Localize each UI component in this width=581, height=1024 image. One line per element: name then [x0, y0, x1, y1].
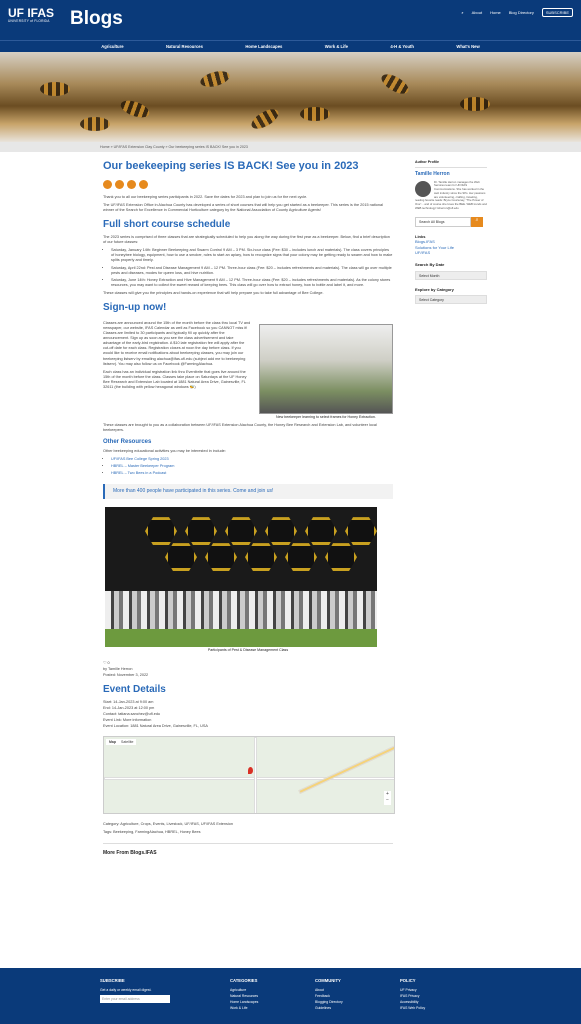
resource-link[interactable]: • HBREL – Two Bees in a Podcast: [111, 471, 393, 476]
schedule-text: The 2023 series is comprised of three classes that are strategically scheduled to help you along the way during the first year as a beekeeper. Below, find a brief description of our future classes:: [103, 234, 390, 245]
hero-bee-image: [0, 52, 581, 142]
class-item: • Saturday, April 22nd: Pest and Disease Management 9 AM – 12 PM. Three-hour class (Fee: $20 – includes refreshments and materials). The class will go over multiple pests and diseases, modes for queen loss, and hive nutrition.: [111, 266, 393, 276]
uf-ifas-logo[interactable]: UF IFAS UNIVERSITY of FLORIDA: [8, 6, 55, 23]
explore-category-label: Explore by Category: [415, 286, 454, 292]
links-title: Links: [415, 233, 426, 239]
nav-agriculture[interactable]: Agriculture: [101, 43, 124, 49]
footer-link[interactable]: UF Privacy: [400, 987, 417, 992]
footer-link[interactable]: Natural Resources: [230, 993, 259, 998]
resources-heading: Other Resources: [103, 438, 152, 445]
author-bio: Dr. Tamille Herron manages the Web Services team for UF/IFAS Communications. She has worked in the web industry since the 90's. Her passions are volunteering, crafting, traveling, reading favorite reads: Bryce Courtenay, "The Power of One"... and of course she loves the BEE. WEB trends and WEB technology! tsherron@ufl.edu: [415, 179, 487, 210]
nav-whats-new[interactable]: What's New: [456, 43, 480, 49]
pull-quote: More than 400 people have participated in this series. Come and join us!: [103, 484, 393, 499]
sidebar-link[interactable]: Blogs.IFAS: [415, 239, 435, 245]
sidebar: [415, 160, 487, 304]
footer-link[interactable]: Guidelines: [315, 1006, 332, 1011]
search-input[interactable]: Search All Blogs: [415, 217, 471, 227]
resource-link[interactable]: • HBREL – Master Beekeeper Program: [111, 464, 393, 469]
sidebar-link[interactable]: Solutions for Your Life: [415, 244, 454, 250]
main-nav: [0, 40, 581, 52]
schedule-heading: Full short course schedule: [103, 219, 231, 231]
signup-heading: Sign-up now!: [103, 302, 167, 314]
share-buttons: [103, 180, 393, 189]
page-title: Our beekeeping series IS BACK! See you in 2023: [103, 160, 359, 172]
class-list: [111, 248, 393, 288]
author-profile-title: Author Profile: [415, 160, 487, 168]
footer-link[interactable]: Blogging Directory: [315, 999, 343, 1004]
event-link[interactable]: Event Link: More information: [103, 718, 152, 723]
beekeeper-photo: [259, 324, 393, 414]
nav-work-life[interactable]: Work & Life: [324, 43, 348, 49]
search-by-date-label: Search By Date: [415, 262, 445, 268]
breadcrumb[interactable]: Home » UF/IFAS Extension Clay County » Our beekeeping series IS BACK! See you in 2023: [0, 142, 581, 152]
author-name[interactable]: Tamille Herron: [415, 170, 450, 177]
registration-text: Each class has an individual registration link thru Eventbrite that goes live around the 15th of the month before the class. Classes take place on Saturdays at the UF Honey Bee Research and Extension Lab located at 1881 Natural Area Drive, Gainesville, FL 32611 (the building with yellow hexagonal windows 🐝): [103, 369, 247, 390]
event-start: Start: 14-Jan-2023 at 9:00 am: [103, 699, 154, 704]
resource-link[interactable]: • UF/IFAS Bee College Spring 2023: [111, 457, 393, 462]
more-from-heading: More From Blogs.IFAS: [103, 843, 393, 857]
author-byline[interactable]: by Tamille Herron: [103, 667, 133, 672]
site-title[interactable]: Blogs: [70, 8, 123, 29]
collab-text: These classes are brought to you as a collaboration between UF/IFAS Extension Alachua County, the Honey Bee Research and Extension Lab, and volunteer local beekeepers.: [103, 422, 377, 432]
search-icon[interactable]: ⌕: [461, 10, 464, 15]
nav-4h-youth[interactable]: 4-H & Youth: [390, 43, 414, 49]
footer-link[interactable]: Home Landscapes: [230, 999, 259, 1004]
event-end: End: 14-Jan-2023 at 12:00 pm: [103, 706, 155, 710]
footer-link[interactable]: IFAS Privacy: [400, 993, 420, 998]
top-link-home[interactable]: Home: [490, 10, 501, 15]
group-photo: [105, 507, 377, 647]
post-date: Posted: November 3, 2022: [103, 673, 149, 678]
zoom-controls[interactable]: + −: [384, 791, 391, 805]
bee-college-text: These classes will give you the principles and hands-on experience that will help prepare you to take full advantage of Bee College.: [103, 291, 324, 296]
event-location[interactable]: Event Location: 1881 Natural Area Drive, Gainesville, FL, USA: [103, 724, 208, 729]
nav-home-landscapes[interactable]: Home Landscapes: [245, 43, 283, 49]
footer-link[interactable]: Agriculture: [230, 987, 247, 992]
facebook-share-icon[interactable]: [115, 180, 124, 189]
print-icon[interactable]: [139, 180, 148, 189]
footer-link[interactable]: Work & Life: [230, 1006, 248, 1011]
twitter-share-icon[interactable]: [127, 180, 136, 189]
footer-link[interactable]: Feedback: [315, 993, 330, 998]
map-type-toggle[interactable]: Map Satellite: [106, 739, 136, 746]
like-count[interactable]: ♡ 0: [103, 661, 110, 665]
site-footer: SUBSCRIBE Get a daily or weekly email digest. Enter your email address CATEGORIES Agriculture Natural Resources Home Landscapes Work & Life COMMUNITY About Feedback Blogging Directory Guidelines POLICY UF Privacy IFAS Privacy Accessibility IFAS Web Policy: [0, 968, 581, 1024]
event-map[interactable]: [103, 736, 395, 814]
post-tags[interactable]: Tags: Beekeeping, FarmingAlachua, HBREL, Honey Bees: [103, 829, 201, 834]
photo-caption: New beekeeper learning to select frames for Honey Extraction.: [276, 414, 376, 419]
event-heading: Event Details: [103, 684, 166, 696]
month-select[interactable]: Select Month: [415, 271, 487, 280]
signup-text: Classes are announced around the 15th of the month before the class thru local TV and newspaper, our website, IFAS Calendar as well as Facebook so you CANNOT miss it! Classes are limited to 30 participants and typically fill up quickly after the announcement. Sign up as soon as you see the class advertisement and take advantage of the early-bird registration. A $10 late registration fee will apply after the cut-off date for each class. Registration closes at noon the day before class. If you would like to receive email notifications about beekeeping classes, you may join our beekeeping listserv by emailing alachua@ifas.ufl.edu (subject add me to beekeeping listserv). You may also follow us on Facebook @FarmingAlachua.: [103, 320, 251, 366]
site-header: [0, 0, 581, 40]
category-select[interactable]: Select Category: [415, 295, 487, 304]
avatar: [415, 181, 431, 197]
class-item: • Saturday, January 14th: Beginner Beekeeping and Swarm Control 9 AM – 3 PM. Six-hour class (Fee: $30 – includes lunch and materials). The class covers principles of honeybee biology, equipment, how to use a smoker, rules to start an apiary, how to recognize signs that your colony may be getting ready to swarm and how to make splits properly and timely.: [111, 248, 393, 263]
class-item: • Saturday, June 14th: Honey Extraction and Hive Management 9 AM – 12 PM. Three-hour class (Fee: $20 – includes refreshments and materials). As the colony stores resources, you may want to collect the sweet reward of keeping bees. This class will go over how to extract honey, how to bottle and label it, and more.: [111, 278, 393, 288]
series-text: The UF/IFAS Extension Office in Alachua County has developed a series of short courses that will help you get started as a beekeeper. This series is the 2015 national winner of the Search for Excellence in Commercial Horticulture category by the National Association of County Agriculture Agents!: [103, 203, 383, 213]
event-contact[interactable]: Contact: tatiana.sanchez@ufl.edu: [103, 712, 161, 717]
resources-text: Other beekeeping educational activities you may be interested in include:: [103, 448, 226, 453]
map-pin-icon[interactable]: [248, 767, 253, 774]
email-input[interactable]: Enter your email address: [100, 995, 170, 1003]
article: [103, 160, 393, 857]
search-box[interactable]: [415, 217, 487, 227]
group-photo-caption: Participants of Pest & Disease Management Class: [207, 648, 289, 653]
post-categories[interactable]: Category: Agriculture, Crops, Events, Livestock, UF/IFAS, UF/IFAS Extension: [103, 821, 233, 826]
sidebar-link[interactable]: UF/IFAS: [415, 249, 431, 255]
intro-text: Thank you to all our beekeeping series participants in 2022. Save the dates for 2023 and plan to join us for the next cycle.: [103, 195, 308, 200]
footer-link[interactable]: About: [315, 987, 324, 992]
email-share-icon[interactable]: [103, 180, 112, 189]
nav-natural-resources[interactable]: Natural Resources: [165, 43, 203, 49]
footer-link[interactable]: Accessibility: [400, 999, 419, 1004]
top-link-about[interactable]: About: [471, 10, 483, 15]
top-link-directory[interactable]: Blog Directory: [508, 10, 534, 15]
subscribe-button[interactable]: SUBSCRIBE: [542, 8, 573, 17]
search-icon[interactable]: ⌕: [471, 217, 483, 227]
footer-link[interactable]: IFAS Web Policy: [400, 1006, 426, 1011]
